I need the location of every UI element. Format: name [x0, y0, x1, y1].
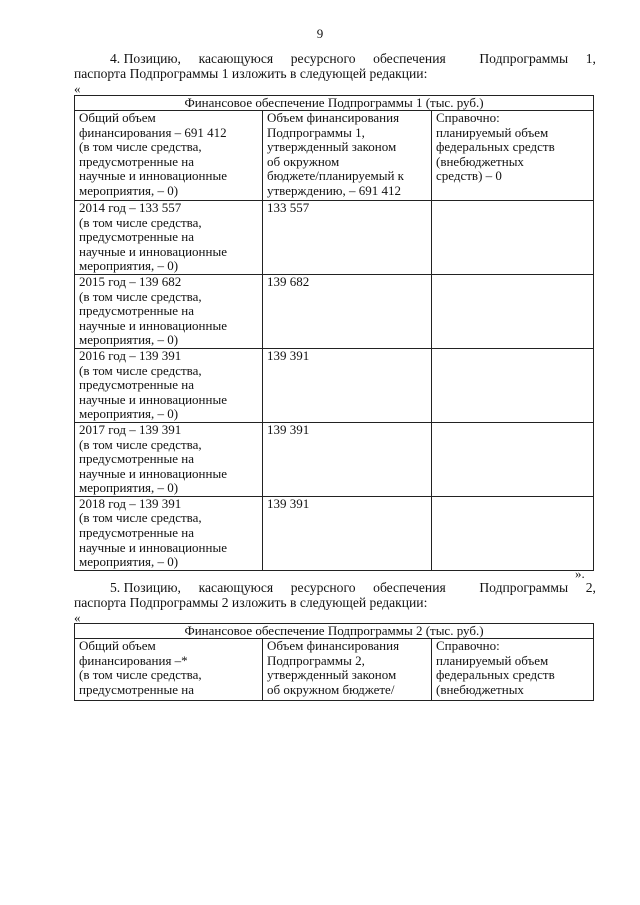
- section-5-paragraph: [74, 580, 596, 610]
- section-4-paragraph: [74, 51, 596, 81]
- federal-funding-header: Справочно: планируемый объем федеральных средств (внебюджетных: [432, 639, 594, 701]
- approved-funding-header: Объем финансирования Подпрограммы 1, утвержденный законом об окружном бюджете/планируемый к утверждению, – 691 412: [263, 111, 432, 201]
- amount-cell: 139 391: [263, 496, 432, 570]
- table-row: [75, 348, 594, 422]
- federal-cell: [432, 201, 594, 275]
- amount-cell: 133 557: [263, 201, 432, 275]
- table-row: [75, 422, 594, 496]
- section-4-open-quote: «: [74, 81, 81, 96]
- year-cell: 2015 год – 139 682 (в том числе средства, предусмотренные на научные и инновационные мероприятия, – 0): [75, 274, 263, 348]
- section-5-line-1: 5. Позицию, касающуюся ресурсного обеспечения Подпрограммы 2,: [110, 580, 596, 595]
- total-funding-header: Общий объем финансирования –* (в том числе средства, предусмотренные на: [75, 639, 263, 701]
- page-number: 9: [316, 26, 324, 41]
- approved-funding-header: Объем финансирования Подпрограммы 2, утвержденный законом об окружном бюджете/: [263, 639, 432, 701]
- federal-cell: [432, 274, 594, 348]
- federal-cell: [432, 348, 594, 422]
- year-cell: 2014 год – 133 557 (в том числе средства, предусмотренные на научные и инновационные мероприятия, – 0): [75, 201, 263, 275]
- federal-cell: [432, 422, 594, 496]
- amount-cell: 139 391: [263, 422, 432, 496]
- amount-cell: 139 391: [263, 348, 432, 422]
- table-2-header: Финансовое обеспечение Подпрограммы 2 (тыс. руб.): [75, 624, 594, 639]
- year-cell: 2018 год – 139 391 (в том числе средства, предусмотренные на научные и инновационные мероприятия, – 0): [75, 496, 263, 570]
- table-row: [75, 496, 594, 570]
- federal-funding-header: Справочно: планируемый объем федеральных средств (внебюджетных средств) – 0: [432, 111, 594, 201]
- subprogram-1-finance-table: [74, 95, 594, 571]
- table-2-column-headers: [75, 639, 594, 701]
- table-1-column-headers: [75, 111, 594, 201]
- section-4-line-1: 4. Позицию, касающуюся ресурсного обеспечения Подпрограммы 1,: [110, 51, 596, 66]
- section-4-close-quote: ».: [575, 566, 585, 581]
- amount-cell: 139 682: [263, 274, 432, 348]
- table-1-header: Финансовое обеспечение Подпрограммы 1 (тыс. руб.): [75, 96, 594, 111]
- subprogram-2-finance-table: [74, 623, 594, 701]
- table-row: [75, 274, 594, 348]
- year-cell: 2017 год – 139 391 (в том числе средства, предусмотренные на научные и инновационные мероприятия, – 0): [75, 422, 263, 496]
- section-5-open-quote: «: [74, 610, 81, 625]
- section-4-line-2: паспорта Подпрограммы 1 изложить в следующей редакции:: [74, 66, 428, 81]
- section-5-line-2: паспорта Подпрограммы 2 изложить в следующей редакции:: [74, 595, 428, 610]
- federal-cell: [432, 496, 594, 570]
- year-cell: 2016 год – 139 391 (в том числе средства, предусмотренные на научные и инновационные мероприятия, – 0): [75, 348, 263, 422]
- total-funding-header: Общий объем финансирования – 691 412 (в том числе средства, предусмотренные на научные и инновационные мероприятия, – 0): [75, 111, 263, 201]
- table-row: [75, 201, 594, 275]
